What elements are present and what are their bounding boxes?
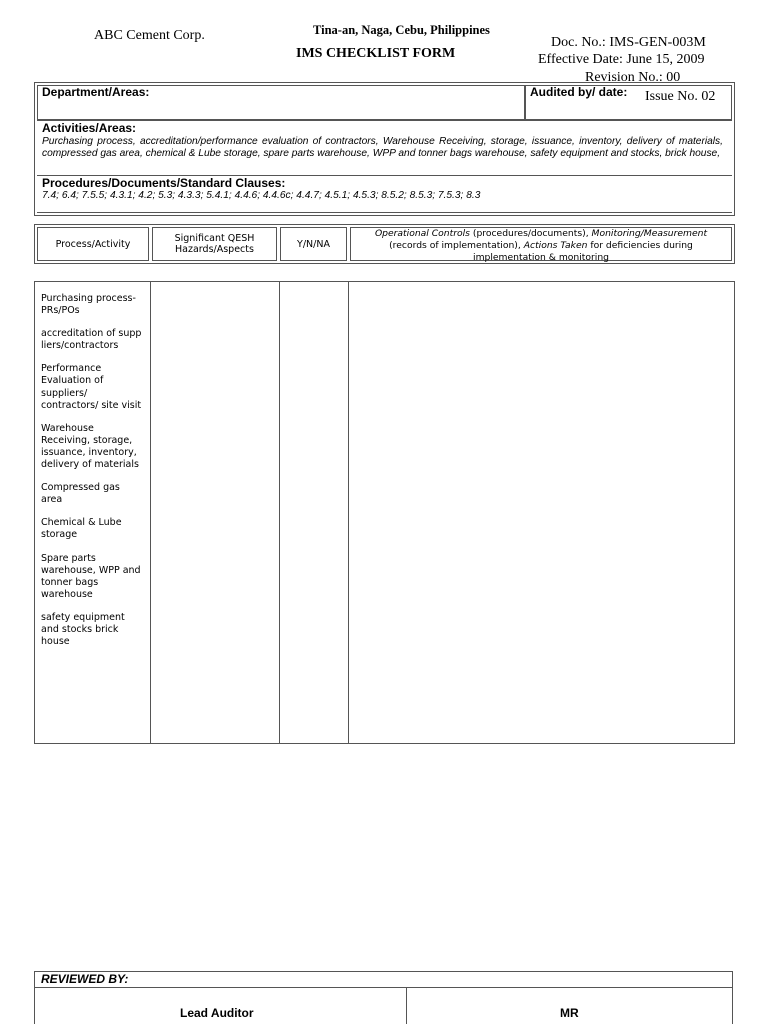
col-header-yn-label: Y/N/NA xyxy=(297,238,330,250)
col-header-process xyxy=(37,227,149,261)
form-title: IMS CHECKLIST FORM xyxy=(296,46,456,61)
table-divider-3 xyxy=(348,281,349,744)
controls-italic-3: Actions Taken xyxy=(523,240,588,251)
procedures-text: 7.4; 6.4; 7.5.5; 4.3.1; 4.2; 5.3; 4.3.3; 5.4.1; 4.4.6; 4.4.6c; 4.4.7; 4.5.1; 4.5.3; 8.5.2; 8.5.3; 7.5.3; 8.3 xyxy=(42,190,481,201)
doc-number: Doc. No.: IMS-GEN-003M xyxy=(551,35,706,50)
reviewed-by-divider xyxy=(406,987,407,1024)
activities-top-line xyxy=(37,120,732,121)
audited-label: Audited by/ date: xyxy=(530,85,628,99)
list-item: safety equipment and stocks brick house xyxy=(41,611,125,648)
effective-date: Effective Date: June 15, 2009 xyxy=(538,52,705,67)
list-item: Performance Evaluation of suppliers/ contractors/ site visit xyxy=(41,363,142,411)
reviewed-by-label: REVIEWED BY: xyxy=(41,972,129,986)
list-item: Purchasing process- PRs/POs xyxy=(41,293,136,317)
department-label: Department/Areas: xyxy=(42,85,150,99)
procedures-label: Procedures/Documents/Standard Clauses: xyxy=(42,176,286,190)
list-item: accreditation of suppliers/contractors xyxy=(41,328,142,352)
col-header-yn xyxy=(280,227,347,261)
process-list xyxy=(41,293,144,659)
controls-text-2: (records of implementation), xyxy=(389,240,524,251)
activities-label: Activities/Areas: xyxy=(42,121,137,135)
reviewed-by-box xyxy=(34,971,733,1024)
lead-auditor-label: Lead Auditor xyxy=(180,1006,254,1020)
issue-number: Issue No. 02 xyxy=(645,89,716,104)
list-item: Compressed gas area xyxy=(41,482,120,506)
col-header-process-label: Process/Activity xyxy=(55,238,131,250)
list-item: Spare parts warehouse, WPP and tonner bags warehouse xyxy=(41,552,141,600)
controls-text-1: (procedures/documents), xyxy=(469,228,592,239)
mr-label: MR xyxy=(560,1006,579,1020)
col-header-hazards-label: Significant QESH Hazards/Aspects xyxy=(174,233,255,255)
info-bottom-inner xyxy=(37,212,732,213)
activities-text: Purchasing process, accreditation/performance evaluation of contractors, Warehouse Receiving, storage, issuance, inventory, delivery of materials, compressed gas area, chemical & Lube storage, spare parts warehouse, WPP and tonner bags warehouse, safety equipment and stocks, brick house, xyxy=(42,136,723,159)
controls-italic-2: Monitoring/Measurement xyxy=(591,228,708,239)
col-header-hazards xyxy=(152,227,277,261)
location: Tina-an, Naga, Cebu, Philippines xyxy=(313,23,490,37)
table-divider-2 xyxy=(279,281,280,744)
controls-italic-1: Operational Controls xyxy=(374,228,470,239)
company-name: ABC Cement Corp. xyxy=(94,28,205,43)
controls-text-3: for deficiencies during implementation & monitoring xyxy=(473,240,693,263)
table-divider-1 xyxy=(150,281,151,744)
revision-number: Revision No.: 00 xyxy=(585,70,681,85)
col-header-controls xyxy=(350,227,732,261)
list-item: Chemical & Lube storage xyxy=(41,517,122,541)
reviewed-by-line xyxy=(34,987,733,988)
list-item: Warehouse Receiving, storage, issuance, inventory, delivery of materials xyxy=(41,422,139,471)
